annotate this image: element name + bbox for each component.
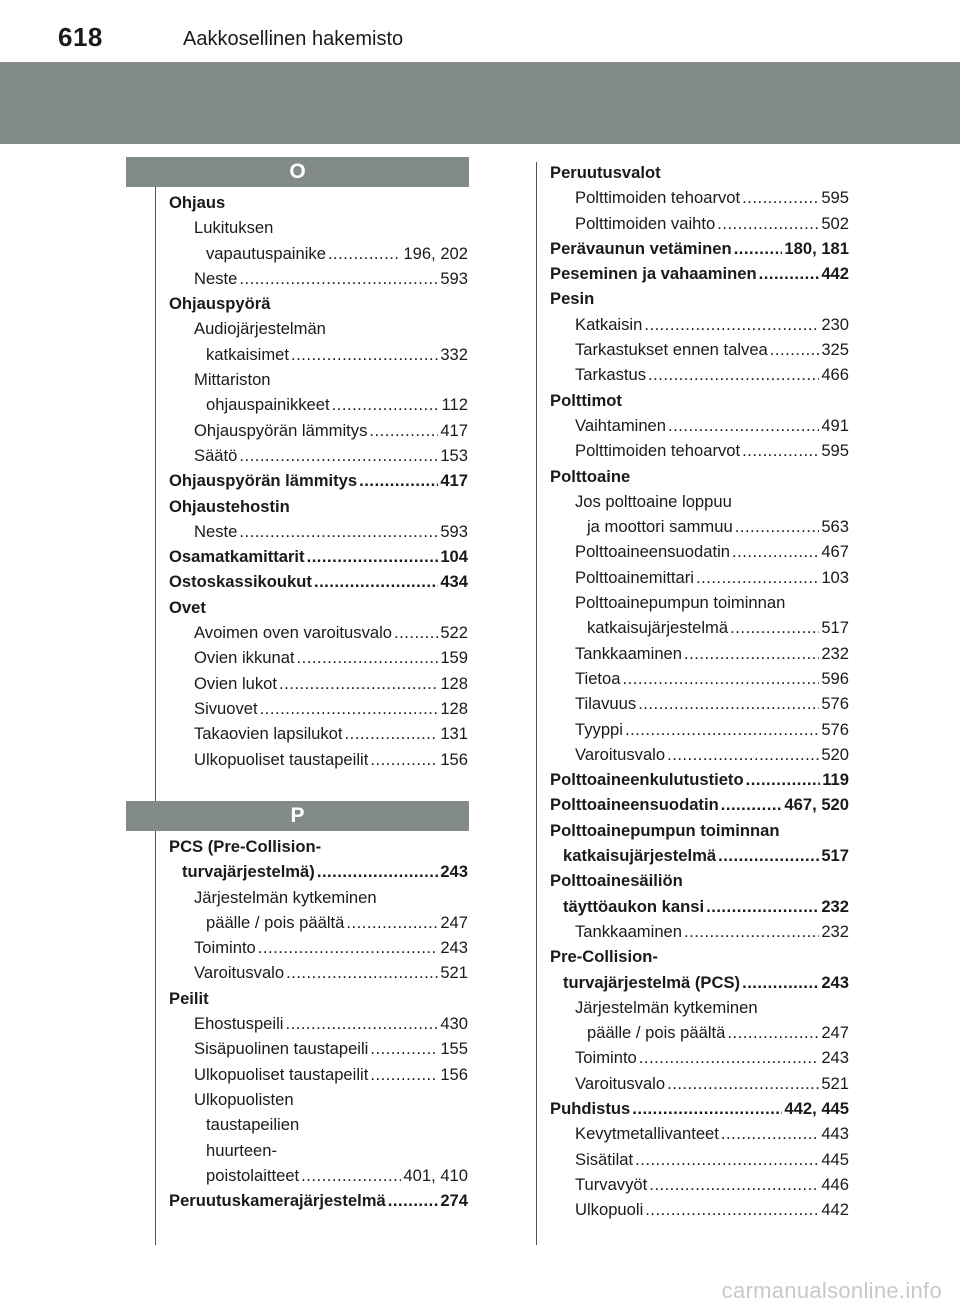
page-reference: 232 xyxy=(821,643,849,663)
entry-text: Kevytmetallivanteet xyxy=(575,1124,719,1144)
entry-text: Takaovien lapsilukot xyxy=(194,724,343,744)
index-entry-sub xyxy=(169,316,468,341)
header-banner xyxy=(0,62,960,144)
entry-text: Polttimoiden tehoarvot xyxy=(575,188,741,208)
page-reference: 230 xyxy=(821,314,849,334)
page-reference: 112 xyxy=(441,395,468,415)
index-entry-main xyxy=(550,818,849,843)
dot-leader xyxy=(667,1071,819,1096)
dot-leader xyxy=(369,418,438,443)
page-reference: 180, 181 xyxy=(784,238,849,258)
index-entry-sub xyxy=(550,565,849,590)
index-entry-main xyxy=(169,569,468,594)
index-entry-sub xyxy=(169,1011,468,1036)
index-entry-sub xyxy=(550,995,849,1020)
entry-text: Tarkastus xyxy=(575,365,647,385)
dot-leader xyxy=(260,696,439,721)
index-entry-sub xyxy=(550,362,849,387)
page-reference: 430 xyxy=(440,1014,468,1034)
index-entry-sub xyxy=(169,519,468,544)
entry-text: Polttoainemittari xyxy=(575,567,694,587)
page-reference: 156 xyxy=(440,749,468,769)
page-reference: 325 xyxy=(821,340,849,360)
entry-text: ohjauspainikkeet xyxy=(206,395,330,415)
entry-text: Avoimen oven varoitusvalo xyxy=(194,623,393,643)
page-reference: 593 xyxy=(440,268,468,288)
entry-text: Tankkaaminen xyxy=(575,643,682,663)
page-reference: 153 xyxy=(440,445,468,465)
index-entry-main xyxy=(550,1096,849,1121)
index-entry-sub xyxy=(550,615,849,640)
dot-leader xyxy=(258,935,439,960)
dot-leader xyxy=(239,266,438,291)
entry-text: Polttoainepumpun toiminnan xyxy=(550,820,780,840)
index-entry-main xyxy=(169,986,468,1011)
entry-text: Polttoaine xyxy=(550,466,631,486)
page-reference: 521 xyxy=(440,963,468,983)
page-reference: 520 xyxy=(821,744,849,764)
running-title: Aakkosellinen hakemisto xyxy=(183,28,404,50)
entry-text: Peruutuskamerajärjestelmä xyxy=(169,1191,386,1211)
entry-text: Peruutusvalot xyxy=(550,163,661,182)
entry-text: Sivuovet xyxy=(194,698,258,718)
page-reference: 417 xyxy=(440,471,468,491)
entry-text: Vaihtaminen xyxy=(575,415,667,435)
entry-text: Sisätilat xyxy=(575,1149,634,1169)
entry-text: Perävaunun vetäminen xyxy=(550,238,732,258)
entry-text: Ovien lukot xyxy=(194,673,278,693)
page-reference: 104 xyxy=(440,547,468,567)
entry-text: katkaisimet xyxy=(206,344,289,364)
index-entry-sub xyxy=(169,721,468,746)
index-entry-sub xyxy=(169,1138,468,1163)
page-reference: 196, 202 xyxy=(403,243,468,263)
page-reference: 517 xyxy=(821,846,849,866)
index-entry-sub xyxy=(550,1197,849,1222)
page-reference: 446 xyxy=(821,1174,849,1194)
dot-leader xyxy=(742,438,819,463)
index-entry-main xyxy=(169,834,468,859)
entry-text: Polttimot xyxy=(550,390,622,410)
dot-leader xyxy=(730,615,819,640)
index-entry-sub xyxy=(550,514,849,539)
dot-leader xyxy=(345,721,439,746)
page-reference: 243 xyxy=(821,1048,849,1068)
dot-leader xyxy=(291,342,438,367)
dot-leader xyxy=(388,1188,439,1213)
page-reference: 491 xyxy=(821,415,849,435)
index-entry-sub xyxy=(169,747,468,772)
dot-leader xyxy=(649,1172,819,1197)
index-entry-main xyxy=(550,767,849,792)
entry-text: Toiminto xyxy=(194,938,256,958)
entry-text: Ovet xyxy=(169,597,206,617)
index-entry-sub xyxy=(169,910,468,935)
entry-text: päälle / pois päältä xyxy=(206,912,345,932)
page-number: 618 xyxy=(58,22,103,52)
entry-text: Audiojärjestelmän xyxy=(194,319,326,339)
dot-leader xyxy=(297,645,439,670)
page-reference: 119 xyxy=(822,770,849,790)
column-divider-center xyxy=(536,162,537,1245)
entry-text: katkaisujärjestelmä xyxy=(587,618,729,638)
entry-text: Säätö xyxy=(194,445,238,465)
dot-leader xyxy=(770,337,820,362)
page-reference: 593 xyxy=(440,521,468,541)
entry-text: Järjestelmän kytkeminen xyxy=(575,997,758,1017)
dot-leader xyxy=(317,859,438,884)
page-reference: 467 xyxy=(821,542,849,562)
entry-text: Ohjauspyörän lämmitys xyxy=(169,471,358,491)
dot-leader xyxy=(639,1045,820,1070)
entry-text: Sisäpuolinen taustapeili xyxy=(194,1039,369,1059)
index-entry-sub xyxy=(550,919,849,944)
dot-leader xyxy=(759,261,820,286)
entry-text: Toiminto xyxy=(575,1048,637,1068)
entry-text: katkaisujärjestelmä xyxy=(563,846,717,866)
entry-text: Jos polttoaine loppuu xyxy=(575,491,732,511)
index-entry-sub xyxy=(550,211,849,236)
index-entry-sub xyxy=(550,1071,849,1096)
dot-leader xyxy=(359,468,438,493)
index-entry-sub xyxy=(550,1045,849,1070)
entry-text: Varoitusvalo xyxy=(194,963,285,983)
index-entry-sub xyxy=(550,1172,849,1197)
index-entry-main xyxy=(550,970,849,995)
dot-leader xyxy=(717,211,819,236)
page-reference: 445 xyxy=(821,1149,849,1169)
dot-leader xyxy=(644,312,819,337)
dot-leader xyxy=(734,236,783,261)
dot-leader xyxy=(623,666,820,691)
page-reference: 128 xyxy=(440,698,468,718)
entry-text: Ohjaus xyxy=(169,193,226,212)
entry-text: Ulkopuoliset taustapeilit xyxy=(194,1064,369,1084)
index-entry-sub xyxy=(169,1036,468,1061)
entry-text: Lukituksen xyxy=(194,218,274,238)
dot-leader xyxy=(732,539,819,564)
index-entry-sub xyxy=(169,960,468,985)
page-reference: 466 xyxy=(821,365,849,385)
entry-text: Mittariston xyxy=(194,370,271,390)
index-entry-main xyxy=(550,160,849,185)
dot-leader xyxy=(718,843,819,868)
entry-text: Ostoskassikoukut xyxy=(169,572,312,592)
index-entry-sub xyxy=(550,666,849,691)
page-reference: 576 xyxy=(821,694,849,714)
page-reference: 232 xyxy=(821,896,849,916)
entry-text: Turvavyöt xyxy=(575,1174,648,1194)
entry-text: Varoitusvalo xyxy=(575,1073,666,1093)
index-entry-main xyxy=(550,464,849,489)
index-entry-sub xyxy=(169,620,468,645)
index-entry-main xyxy=(169,291,468,316)
index-entry-main xyxy=(550,236,849,261)
index-list-o xyxy=(169,190,468,772)
page-reference: 434 xyxy=(440,572,468,592)
entry-text: päälle / pois päältä xyxy=(587,1023,726,1043)
page-reference: 401, 410 xyxy=(403,1165,468,1185)
page-header xyxy=(0,0,960,62)
index-entry-main xyxy=(169,468,468,493)
index-entry-sub xyxy=(550,1020,849,1045)
index-entry-sub xyxy=(550,1121,849,1146)
page-reference: 576 xyxy=(821,719,849,739)
index-entry-sub xyxy=(550,691,849,716)
dot-leader xyxy=(239,443,438,468)
dot-leader xyxy=(746,767,821,792)
entry-text: Tankkaaminen xyxy=(575,921,682,941)
entry-text: Osamatkamittarit xyxy=(169,547,305,567)
entry-text: Ulkopuoli xyxy=(575,1200,644,1220)
page-reference: 243 xyxy=(440,862,468,882)
index-entry-sub xyxy=(169,367,468,392)
index-entry-sub xyxy=(550,539,849,564)
dot-leader xyxy=(648,362,819,387)
dot-leader xyxy=(721,792,783,817)
index-entry-sub xyxy=(550,1147,849,1172)
dot-leader xyxy=(667,742,819,767)
dot-leader xyxy=(635,1147,819,1172)
entry-text: PCS (Pre-Collision- xyxy=(169,837,322,856)
page-reference: 596 xyxy=(821,668,849,688)
entry-text: Ohjaustehostin xyxy=(169,496,290,516)
dot-leader xyxy=(346,910,438,935)
entry-text: turvajärjestelmä) xyxy=(182,862,315,882)
dot-leader xyxy=(394,620,438,645)
dot-leader xyxy=(332,392,440,417)
index-entry-main xyxy=(550,388,849,413)
index-entry-main xyxy=(169,859,468,884)
index-entry-main xyxy=(169,544,468,569)
entry-text: Järjestelmän kytkeminen xyxy=(194,887,377,907)
page-reference: 442 xyxy=(821,1200,849,1220)
entry-text: taustapeilien xyxy=(206,1115,300,1135)
index-entry-sub xyxy=(169,241,468,266)
dot-leader xyxy=(696,565,819,590)
entry-text: ja moottori sammuu xyxy=(587,517,733,537)
index-entry-sub xyxy=(550,337,849,362)
page-reference: 156 xyxy=(440,1064,468,1084)
entry-text: Neste xyxy=(194,268,238,288)
dot-leader xyxy=(239,519,438,544)
watermark: carmanualsonline.info xyxy=(721,1278,942,1303)
entry-text: Polttimoiden vaihto xyxy=(575,213,716,233)
index-list-p-right xyxy=(550,160,849,1222)
dot-leader xyxy=(632,1096,782,1121)
page-reference: 521 xyxy=(821,1073,849,1093)
page-reference: 274 xyxy=(440,1191,468,1211)
index-entry-sub xyxy=(169,342,468,367)
entry-text: Ulkopuoliset taustapeilit xyxy=(194,749,369,769)
entry-text: Tilavuus xyxy=(575,694,637,714)
index-entry-sub xyxy=(550,413,849,438)
page-reference: 243 xyxy=(440,938,468,958)
dot-leader xyxy=(645,1197,819,1222)
entry-text: Ohjauspyörä xyxy=(169,294,271,314)
index-entry-main xyxy=(550,944,849,969)
entry-text: poistolaitteet xyxy=(206,1165,300,1185)
index-entry-sub xyxy=(550,312,849,337)
dot-leader xyxy=(328,241,401,266)
entry-text: turvajärjestelmä (PCS) xyxy=(563,972,741,992)
index-entry-sub xyxy=(550,489,849,514)
index-entry-sub xyxy=(169,671,468,696)
dot-leader xyxy=(638,691,819,716)
index-entry-sub xyxy=(550,185,849,210)
dot-leader xyxy=(279,671,438,696)
entry-text: Polttimoiden tehoarvot xyxy=(575,441,741,461)
page-reference: 595 xyxy=(821,188,849,208)
dot-leader xyxy=(370,747,438,772)
dot-leader xyxy=(314,569,438,594)
dot-leader xyxy=(370,1036,438,1061)
index-entry-sub xyxy=(169,935,468,960)
page-reference: 517 xyxy=(821,618,849,638)
entry-text: Ehostuspeili xyxy=(194,1014,284,1034)
dot-leader xyxy=(301,1163,401,1188)
dot-leader xyxy=(285,1011,438,1036)
entry-text: Tyyppi xyxy=(575,719,623,739)
index-entry-sub xyxy=(169,266,468,291)
index-entry-sub xyxy=(169,1112,468,1137)
section-header-o: O xyxy=(126,157,469,187)
index-entry-sub xyxy=(550,438,849,463)
dot-leader xyxy=(307,544,439,569)
entry-text: Katkaisin xyxy=(575,314,643,334)
page-reference: 467, 520 xyxy=(784,795,849,815)
index-list-p-left xyxy=(169,834,468,1213)
index-entry-sub xyxy=(169,885,468,910)
entry-text: Ulkopuolisten xyxy=(194,1089,294,1109)
page-reference: 442, 445 xyxy=(784,1098,849,1118)
entry-text: Polttoainesäiliön xyxy=(550,871,683,891)
entry-text: Puhdistus xyxy=(550,1098,631,1118)
page-reference: 247 xyxy=(440,912,468,932)
page-reference: 502 xyxy=(821,213,849,233)
index-entry-sub xyxy=(169,1163,468,1188)
index-entry-main xyxy=(550,868,849,893)
index-entry-main xyxy=(550,792,849,817)
index-entry-sub xyxy=(169,443,468,468)
index-entry-sub xyxy=(550,742,849,767)
page-reference: 563 xyxy=(821,517,849,537)
dot-leader xyxy=(684,919,819,944)
index-entry-main xyxy=(550,286,849,311)
index-entry-sub xyxy=(169,645,468,670)
index-entry-main xyxy=(169,494,468,519)
entry-text: Varoitusvalo xyxy=(575,744,666,764)
entry-text: Pre-Collision- xyxy=(550,947,658,967)
dot-leader xyxy=(286,960,438,985)
entry-text: vapautuspainike xyxy=(206,243,326,263)
page-reference: 243 xyxy=(821,972,849,992)
index-entry-main xyxy=(169,595,468,620)
dot-leader xyxy=(721,1121,819,1146)
index-entry-sub xyxy=(169,1087,468,1112)
page-reference: 131 xyxy=(440,724,468,744)
page-reference: 332 xyxy=(440,344,468,364)
dot-leader xyxy=(370,1062,438,1087)
section-header-p: P xyxy=(126,801,469,831)
entry-text: Tarkastukset ennen talvea xyxy=(575,340,768,360)
index-entry-sub xyxy=(169,1062,468,1087)
page-reference: 442 xyxy=(821,264,849,284)
index-entry-sub xyxy=(550,717,849,742)
index-entry-sub xyxy=(169,215,468,240)
page-reference: 155 xyxy=(440,1039,468,1059)
entry-text: Neste xyxy=(194,521,238,541)
page-reference: 417 xyxy=(440,420,468,440)
page-reference: 232 xyxy=(821,921,849,941)
entry-text: Tietoa xyxy=(575,668,621,688)
dot-leader xyxy=(742,970,819,995)
entry-text: Polttoaineensuodatin xyxy=(550,795,719,815)
index-entry-main xyxy=(550,894,849,919)
dot-leader xyxy=(735,514,820,539)
page-reference: 595 xyxy=(821,441,849,461)
dot-leader xyxy=(706,894,819,919)
index-entry-main xyxy=(169,190,468,215)
entry-text: Ovien ikkunat xyxy=(194,648,295,668)
entry-text: Polttoaineensuodatin xyxy=(575,542,730,562)
entry-text: Peseminen ja vahaaminen xyxy=(550,264,757,284)
entry-text: huurteen- xyxy=(206,1140,278,1160)
page-reference: 128 xyxy=(440,673,468,693)
entry-text: Ohjauspyörän lämmitys xyxy=(194,420,368,440)
page-reference: 443 xyxy=(821,1124,849,1144)
page-reference: 247 xyxy=(821,1023,849,1043)
index-entry-main xyxy=(169,1188,468,1213)
index-entry-sub xyxy=(169,696,468,721)
entry-text: Polttoainepumpun toiminnan xyxy=(575,593,786,613)
entry-text: Peilit xyxy=(169,988,209,1008)
page-reference: 103 xyxy=(821,567,849,587)
column-divider-left-o xyxy=(155,187,156,801)
entry-text: Polttoaineenkulutustieto xyxy=(550,770,744,790)
dot-leader xyxy=(727,1020,819,1045)
dot-leader xyxy=(625,717,819,742)
index-entry-sub xyxy=(169,418,468,443)
page-reference: 522 xyxy=(440,623,468,643)
column-divider-left-p xyxy=(155,831,156,1245)
index-entry-sub xyxy=(550,641,849,666)
index-entry-sub xyxy=(169,392,468,417)
index-entry-main xyxy=(550,261,849,286)
dot-leader xyxy=(668,413,819,438)
entry-text: täyttöaukon kansi xyxy=(563,896,705,916)
index-entry-main xyxy=(550,843,849,868)
page-reference: 159 xyxy=(440,648,468,668)
index-entry-sub xyxy=(550,590,849,615)
entry-text: Pesin xyxy=(550,289,595,309)
dot-leader xyxy=(742,185,819,210)
dot-leader xyxy=(684,641,819,666)
